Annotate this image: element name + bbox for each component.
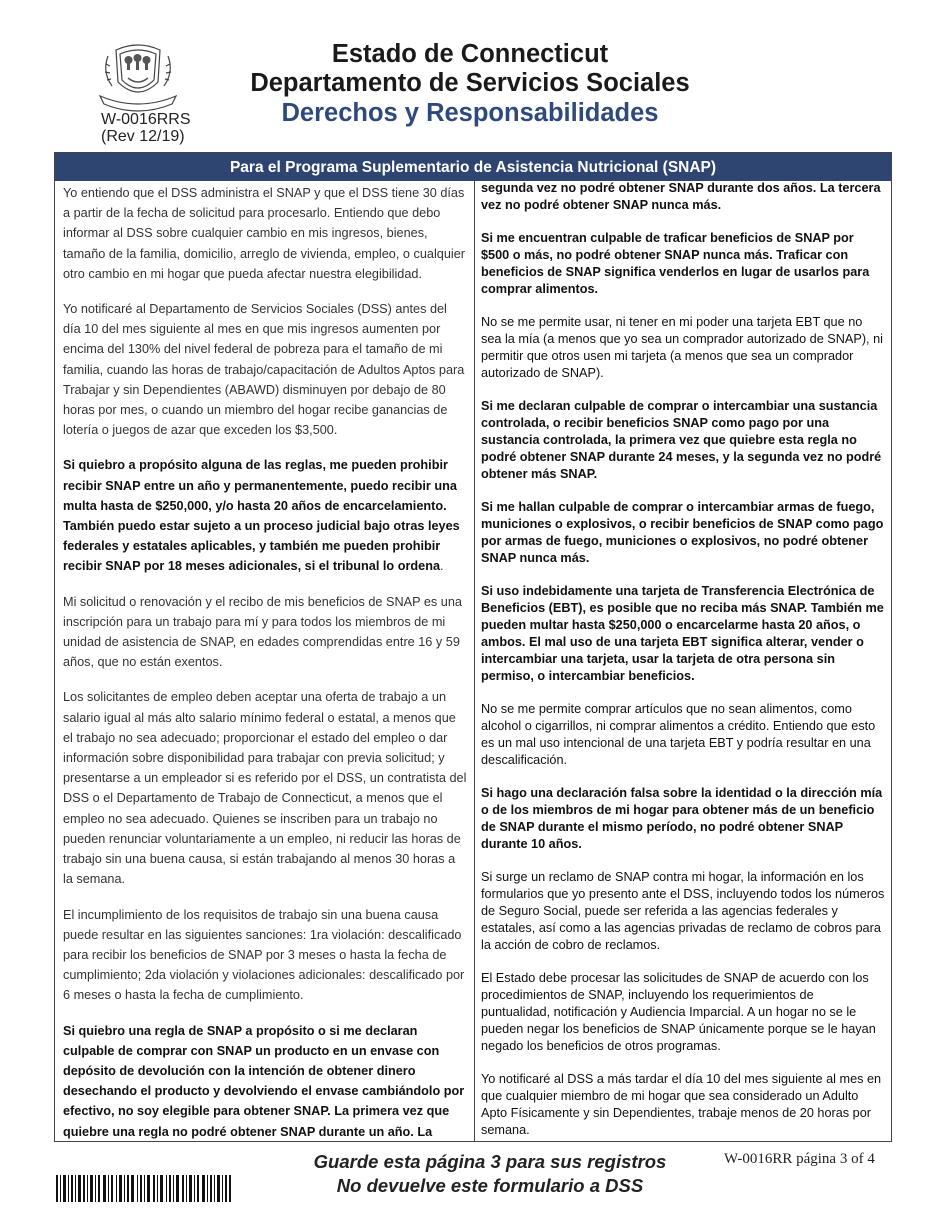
paragraph-processing: Yo entiendo que el DSS administra el SNAP y que el DSS tiene 30 días a partir de la fecha de solicitud para procesarlo. Entiendo que debo informar al DSS sobre cualquier cambio en mis ingresos, bienes, tamaño de la familia, domicilio, arreglo de vivienda, empleo, o cualquier otro cambio en mi hogar que pueda afectar nuestra elegibilidad. — [63, 186, 465, 281]
form-number-block — [101, 111, 191, 145]
paragraph-controlled-substance: Si me declaran culpable de comprar o intercambiar una sustancia controlada, o recibir beneficios SNAP como pago por una sustancia controlada, la primera vez que quiebre esta regla no podré obtener SNAP durante 24 meses, y la segunda vez no podré obtener más SNAP. — [481, 399, 882, 481]
paragraph-abawd-notify: Yo notificaré al DSS a más tardar el día 10 del mes siguiente al mes en que cualquier miembro de mi hogar que sea considerado un Adulto Apto Físicamente y sin Dependientes, trabaje menos de 20 horas por semana. — [481, 1072, 882, 1137]
paragraph-trafficking: Si me encuentran culpable de traficar beneficios de SNAP por $500 o más, no podré obtener SNAP nunca más. Traficar con beneficios de SNAP significa venderlos en lugar de usarlos para comprar alimentos. — [481, 231, 870, 296]
paragraph-sanctions: El incumplimiento de los requisitos de trabajo sin una buena causa puede resultar en las siguientes sanciones: 1ra violación: descalificado para recibir los beneficios de SNAP por 3 meses o hasta la fecha de cumplimiento; 2da violación y violaciones adicionales: descalificado por 6 meses o hasta la fecha de cumplimiento. — [63, 907, 465, 1003]
paragraph-firearms: Si me hallan culpable de comprar o intercambiar armas de fuego, municiones o explosivos, o recibir beneficios de SNAP como pago por armas de fuego, municiones o explosivos, no podré obtener SNAP nunca más. — [481, 500, 884, 565]
form-number: W-0016RRS — [101, 111, 191, 128]
paragraph-violation-continued: segunda vez no podré obtener SNAP durante dos años. La tercera vez no podré obtener SNAP nunca más. — [481, 181, 881, 212]
paragraph-claims: Si surge un reclamo de SNAP contra mi hogar, la información en los formularios que yo presento ante el DSS, incluyendo todos los números de Seguro Social, puede ser referida a las agencias federales y estatales, así como a las agencias privadas de reclamo de cobros para la acción de cobro de reclamos. — [481, 870, 885, 952]
title-rights: Derechos y Responsabilidades — [281, 99, 659, 127]
left-column — [63, 183, 467, 1157]
column-divider — [474, 181, 475, 1142]
paragraph-rule-violation: Si quiebro una regla de SNAP a propósito o si me declaran culpable de comprar con SNAP un producto en un envase con depósito de devolución con la intención de obtener dinero desechando el producto y devolviendo el envase cambiándolo por efectivo, no soy elegible para obtener SNAP. La primera vez que quiebre una regla no podré obtener SNAP durante un año. La — [63, 1023, 465, 1139]
barcode-icon — [56, 1175, 231, 1202]
paragraph-false-statement: Si hago una declaración falsa sobre la identidad o la dirección mía o de los miembros de mi hogar para obtener más de un beneficio de SNAP durante el mismo período, no podré obtener SNAP durante 10 años. — [481, 786, 883, 851]
paragraph-work-registration: Mi solicitud o renovación y el recibo de mis beneficios de SNAP es una inscripción para un trabajo para mí y para todos los miembros de mi unidad de asistencia de SNAP, en edades comprendidas entre 16 y 59 años, que no están exentos. — [63, 594, 462, 670]
title-department: Departamento de Servicios Sociales — [250, 69, 690, 97]
state-seal-icon — [98, 42, 178, 114]
program-banner: Para el Programa Suplementario de Asistencia Nutricional (SNAP) — [55, 153, 891, 181]
paragraph-state-processing: El Estado debe procesar las solicitudes de SNAP de acuerdo con los procedimientos de SNAP, incluyendo los requerimientos de puntualidad, notificación y Audiencia Imparcial. A un hogar no se le pueden negar los beneficios de SNAP únicamente porque se le hayan negado los beneficios de otros programas. — [481, 971, 876, 1053]
paragraph-non-food: No se me permite comprar artículos que no sean alimentos, como alcohol o cigarrillos, ni comprar alimentos a crédito. Entiendo que esto es un mal uso intencional de una tarjeta EBT y podría resultar en una descalificación. — [481, 702, 876, 767]
paragraph-ebt-use: No se me permite usar, ni tener en mi poder una tarjeta EBT que no sea la mía (a menos que yo sea un comprador autorizado de SNAP), ni permitir que otros usen mi tarjeta (a menos que sea un comprador autorizado de SNAP). — [481, 315, 883, 380]
paragraph-ebt-misuse: Si uso indebidamente una tarjeta de Transferencia Electrónica de Beneficios (EBT), es posible que no reciba más SNAP. También me pueden multar hasta $250,000 o encarcelarme hasta 20 años, o ambos. El mal uso de una tarjeta EBT significa alterar, vender o intercambiar una tarjeta, usar la tarjeta de otra persona sin permiso, o intercambiar beneficios. — [481, 584, 884, 683]
content-box — [54, 152, 892, 1142]
paragraph-notify-income: Yo notificaré al Departamento de Servicios Sociales (DSS) antes del día 10 del mes siguiente al mes en que mis ingresos aumenten por encima del 130% del nivel federal de pobreza para el tamaño de mi familia, cuando las horas de trabajo/capacitación de Adultos Aptos para Trabajar y sin Dependientes (ABAWD) disminuyen por debajo de 80 horas por mes, o cuando un miembro del hogar recibe ganancias de lotería o juegos de azar que exceden los $3,500. — [63, 302, 465, 438]
paragraph-penalties: Si quiebro a propósito alguna de las reglas, me pueden prohibir recibir SNAP entre un año y permanentemente, puedo recibir una multa hasta de $250,000, y/o hasta 20 años de encarcelamiento. También puedo estar sujeto a un proceso judicial bajo otras leyes federales y estatales aplicables, y también me pueden prohibir recibir SNAP por 18 meses adicionales, si el tribunal lo ordena. — [63, 458, 460, 574]
page-number: W-0016RR página 3 of 4 — [724, 1151, 875, 1167]
header-titles — [230, 40, 710, 129]
right-column — [481, 180, 885, 1155]
title-state: Estado de Connecticut — [331, 40, 609, 68]
paragraph-job-seekers: Los solicitantes de empleo deben aceptar una oferta de trabajo a un salario igual al más alto salario mínimo federal o estatal, a menos que el trabajo no sea adecuado; proporcionar el estado del empleo o dar información sobre disponibilidad para trabajar con previa solicitud; y presentarse a un empleador si es referido por el DSS, un contratista del DSS o el Departamento de Trabajo de Connecticut, a menos que el empleo no sea adecuado. Quienes se inscriben para un trabajo no pueden renunciar voluntariamente a un empleo, ni reducir las horas de trabajo sin una buena causa, si están trabajando al menos 30 horas a la semana. — [63, 690, 467, 887]
footer-keep-page: Guarde esta página 3 para sus registros — [313, 1151, 667, 1172]
footer-do-not-return: No devuelve este formulario a DSS — [336, 1175, 644, 1196]
form-revision: (Rev 12/19) — [101, 128, 185, 145]
footer-instructions — [280, 1150, 700, 1198]
